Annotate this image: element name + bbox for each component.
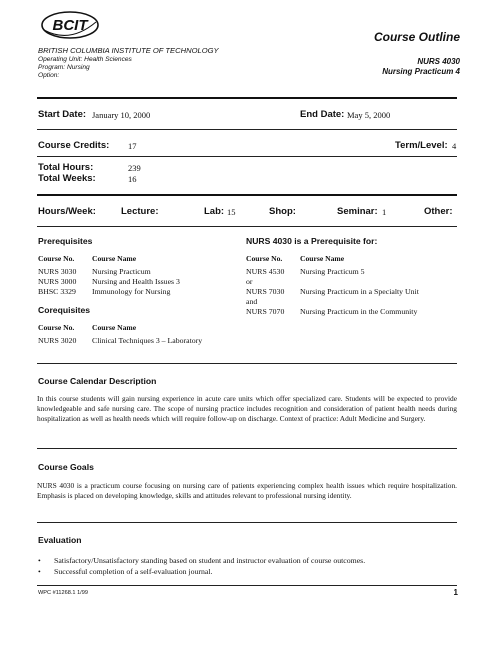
evaluation-item-text: Satisfactory/Unsatisfactory standing based on student and instructor evaluation of course outcomes.: [54, 556, 366, 565]
course-title: Nursing Practicum 4: [382, 67, 460, 76]
evaluation-item-text: Successful completion of a self-evaluation journal.: [54, 567, 213, 576]
prereq-for-course-name: Nursing Practicum in a Specialty Unit: [300, 287, 419, 296]
goals-text: NURS 4030 is a practicum course focusing on nursing care of patients experiencing complex health issues which require hospitalization. Emphasis is placed on developing knowledge, skills and attitudes relevant to professional nursing identity.: [37, 481, 457, 500]
end-date-label: End Date:: [300, 109, 345, 120]
prereq-for-course-name: Nursing Practicum in the Community: [300, 307, 418, 316]
coreq-col-no: Course No.: [38, 323, 75, 332]
course-credits-value: 17: [128, 141, 137, 151]
prereq-course-no: NURS 3000: [38, 277, 77, 286]
divider: [37, 522, 457, 523]
seminar-label: Seminar:: [337, 206, 378, 217]
prereq-for-col-name: Course Name: [300, 254, 345, 263]
divider: [37, 194, 457, 196]
divider: [37, 129, 457, 130]
prereq-row: [92, 277, 180, 287]
prereq-row: [92, 287, 170, 297]
calendar-description: In this course students will gain nursing experience in acute care units which offer specialized care. Students will be expected to provide knowledgeable and safe nursing care. The scope of nursing practice includes recognition and consideration of patient health needs during hospitalization as well as health needs which will require follow-up on discharge. Context of practice: Adult Medicine and Surgery.: [37, 394, 457, 423]
program: Program: Nursing: [38, 64, 90, 71]
evaluation-item: [38, 567, 458, 577]
divider: [37, 97, 457, 99]
prereq-course-no: BHSC 3329: [38, 287, 76, 296]
calendar-heading: Course Calendar Description: [38, 376, 157, 386]
prereq-row: [38, 287, 76, 297]
prereq-row: [38, 277, 76, 287]
prereq-row: [38, 267, 76, 277]
logo-text: BCIT: [52, 17, 88, 34]
prereq-course-no: NURS 3030: [38, 267, 77, 276]
prereq-for-course-no: NURS 4530: [246, 267, 285, 276]
divider: [37, 448, 457, 449]
prereq-for-connector: and: [246, 297, 258, 306]
total-hours-label: Total Hours:: [38, 162, 94, 173]
lab-label: Lab:: [204, 206, 225, 217]
hours-week-label: Hours/Week:: [38, 206, 96, 217]
divider: [37, 226, 457, 227]
evaluation-heading: Evaluation: [38, 535, 82, 545]
goals-heading: Course Goals: [38, 462, 94, 472]
footer-doc-ref: WPC #11268.1 1/99: [38, 590, 88, 596]
course-credits-label: Course Credits:: [38, 140, 110, 151]
term-level-label: Term/Level:: [395, 140, 448, 151]
prereq-for-course-no: NURS 7030: [246, 287, 285, 296]
coreq-course-name: Clinical Techniques 3 – Laboratory: [92, 336, 203, 345]
corequisites-heading: Corequisites: [38, 305, 91, 315]
prereq-for-course-no: NURS 7070: [246, 307, 285, 316]
prereq-course-name: Immunology for Nursing: [92, 287, 171, 296]
prereq-row: [92, 267, 151, 277]
total-hours-value: 239: [128, 163, 141, 173]
total-weeks-label: Total Weeks:: [38, 173, 96, 184]
course-code: NURS 4030: [417, 57, 460, 66]
bullet-icon: •: [38, 556, 41, 565]
divider: [37, 585, 457, 586]
prereq-for-heading: NURS 4030 is a Prerequisite for:: [246, 236, 378, 246]
coreq-course-no: NURS 3020: [38, 336, 77, 345]
prereq-course-name: Nursing and Health Issues 3: [92, 277, 180, 286]
prereq-course-name: Nursing Practicum: [92, 267, 151, 276]
prereq-col-name: Course Name: [92, 254, 137, 263]
other-label: Other:: [424, 206, 453, 217]
prereq-for-connector: or: [246, 277, 253, 286]
total-weeks-value: 16: [128, 174, 137, 184]
start-date-label: Start Date:: [38, 109, 87, 120]
prereq-col-no: Course No.: [38, 254, 75, 263]
term-level-value: 4: [452, 141, 457, 151]
doc-title: Course Outline: [373, 30, 460, 44]
operating-unit: Operating Unit: Health Sciences: [38, 56, 132, 63]
seminar-value: 1: [382, 207, 387, 217]
prereq-for-course-name: Nursing Practicum 5: [300, 267, 365, 276]
evaluation-item: [38, 556, 458, 566]
shop-label: Shop:: [269, 206, 296, 217]
lecture-label: Lecture:: [121, 206, 159, 217]
coreq-col-name: Course Name: [92, 323, 137, 332]
divider: [37, 363, 457, 364]
bcit-logo-mark: [40, 8, 100, 42]
page-number: 1: [453, 588, 458, 597]
lab-value: 15: [227, 207, 236, 217]
option: Option:: [38, 72, 60, 79]
prereq-for-col-no: Course No.: [246, 254, 283, 263]
bullet-icon: •: [38, 567, 41, 576]
end-date-value: May 5, 2000: [347, 110, 391, 120]
divider: [37, 156, 457, 157]
bcit-logo: [40, 8, 100, 42]
institute-name: BRITISH COLUMBIA INSTITUTE OF TECHNOLOGY: [38, 46, 219, 55]
prerequisites-heading: Prerequisites: [38, 236, 93, 246]
start-date-value: January 10, 2000: [92, 110, 151, 120]
